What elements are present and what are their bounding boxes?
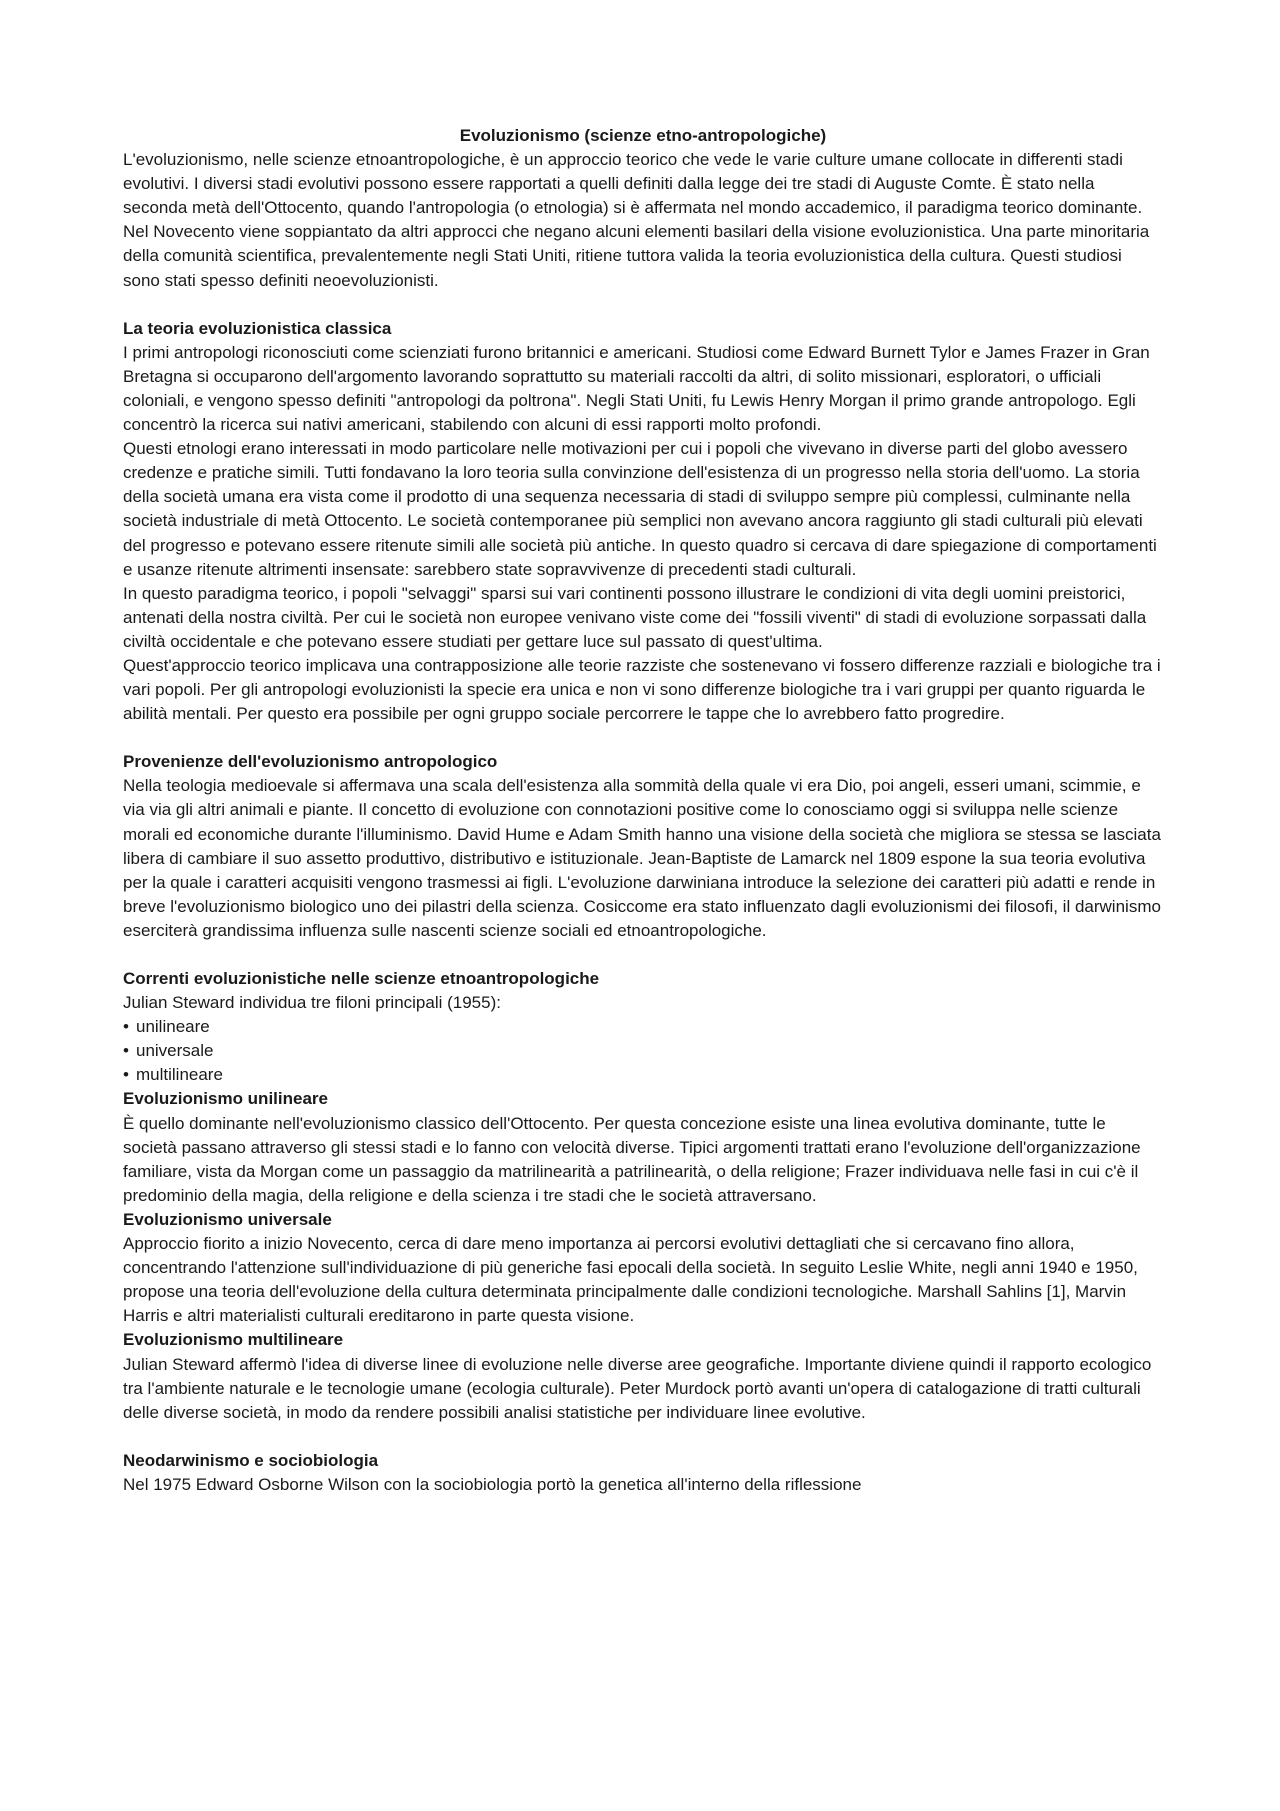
document-title: Evoluzionismo (scienze etno-antropologiche) <box>459 126 827 145</box>
section-gap <box>123 943 1163 967</box>
subheading-universale: Evoluzionismo universale <box>123 1209 332 1229</box>
list-item <box>123 1015 1163 1039</box>
paragraph: Approccio fiorito a inizio Novecento, cerca di dare meno importanza ai percorsi evolutivi dettagliati che si cercavano fino allora, concentrando l'attenzione sull'individuazione di più generiche fasi epocali della società. In seguito Leslie White, negli anni 1940 e 1950, propose una teoria dell'evoluzione della cultura determinata principalmente dalle condizioni tecnologiche. Marshall Sahlins [1], Marvin Harris e altri materialisti culturali ereditarono in parte questa visione. <box>123 1234 1138 1326</box>
section-gap <box>123 726 1163 750</box>
section-heading-correnti: Correnti evoluzionistiche nelle scienze etnoantropologiche <box>123 969 600 988</box>
list-item-text: unilineare <box>136 1017 210 1037</box>
paragraph: In questo paradigma teorico, i popoli "selvaggi" sparsi sui vari continenti possono illustrare le condizioni di vita degli uomini preistorici, antenati della nostra civiltà. Per cui le società non europee venivano viste come dei "fossili viventi" di stadi di evoluzione sorpassati dalla civiltà occidentale e che potevano essere studiati per gettare luce sul passato di quest'ultima. <box>123 583 1147 651</box>
paragraph: Quest'approccio teorico implicava una contrapposizione alle teorie razziste che sostenevano vi fossero differenze razziali e biologiche tra i vari popoli. Per gli antropologi evoluzionisti la specie era unica e non vi sono differenze biologiche tra i vari gruppi per quanto riguarda le abilità mentali. Per questo era possibile per ogni gruppo sociale percorrere le tappe che lo avrebbero fatto progredire. <box>123 655 1161 724</box>
bullet-marker: • <box>123 1065 129 1085</box>
bullet-marker: • <box>123 1017 129 1037</box>
section-gap <box>123 1425 1163 1449</box>
subheading-unilineare: Evoluzionismo unilineare <box>123 1089 328 1109</box>
list-item <box>123 1063 1163 1087</box>
paragraph: Questi etnologi erano interessati in modo particolare nelle motivazioni per cui i popoli che vivevano in diverse parti del globo avessero credenze e pratiche simili. Tutti fondavano la loro teoria sulla convinzione dell'esistenza di un progresso nella storia dell'uomo. La storia della società umana era vista come il prodotto di una sequenza necessaria di stadi di sviluppo sempre più complessi, culminante nella società industriale di metà Ottocento. Le società contemporanee più semplici non avevano ancora raggiunto gli stadi culturali più elevati del progresso e potevano essere ritenute simili alle società più antiche. In questo quadro si cercava di dare spiegazione di comportamenti e usanze ritenute altrimenti insensate: sarebbero state sopravvivenze di precedenti stadi culturali. <box>123 439 1157 579</box>
list-item <box>123 1039 1163 1063</box>
list-item-text: multilineare <box>136 1065 223 1085</box>
section-heading-neodarwinismo: Neodarwinismo e sociobiologia <box>123 1450 379 1470</box>
paragraph: Julian Steward affermò l'idea di diverse linee di evoluzione nelle diverse aree geografiche. Importante diviene quindi il rapporto ecologico tra l'ambiente naturale e le tecnologie umane (ecologia culturale). Peter Murdock portò avanti un'opera di catalogazione di tratti culturali delle diverse società, in modo da rendere possibili analisi statistiche per individuare linee evolutive. <box>123 1354 1152 1422</box>
section-heading-provenienze: Provenienze dell'evoluzionismo antropologico <box>123 752 498 772</box>
paragraph: Nel 1975 Edward Osborne Wilson con la sociobiologia portò la genetica all'interno della riflessione <box>123 1474 862 1494</box>
section-heading-classica: La teoria evoluzionistica classica <box>123 318 392 338</box>
paragraph: Julian Steward individua tre filoni principali (1955): <box>123 993 501 1013</box>
list-item-text: universale <box>136 1041 214 1061</box>
paragraph: È quello dominante nell'evoluzionismo classico dell'Ottocento. Per questa concezione esiste una linea evolutiva dominante, tutte le società passano attraverso gli stessi stadi e lo fanno con velocità diverse. Tipici argomenti trattati erano l'evoluzione dell'organizzazione familiare, vista da Morgan come un passaggio da matrilinearità a patrilinearità, o della religione; Frazer individuava nelle fasi in cui c'è il predominio della magia, della religione e della scienza i tre stadi che le società attraversano. <box>123 1113 1141 1205</box>
intro-paragraph: L'evoluzionismo, nelle scienze etnoantropologiche, è un approccio teorico che vede le varie culture umane collocate in differenti stadi evolutivi. I diversi stadi evolutivi possono essere rapportati a quelli definiti dalla legge dei tre stadi di Auguste Comte. È stato nella seconda metà dell'Ottocento, quando l'antropologia (o etnologia) si è affermata nel mondo accademico, il paradigma teorico dominante. Nel Novecento viene soppiantato da altri approcci che negano alcuni elementi basilari della visione evoluzionistica. Una parte minoritaria della comunità scientifica, prevalentemente negli Stati Uniti, ritiene tuttora valida la teoria evoluzionistica della cultura. Questi studiosi sono stati spesso definiti neoevoluzionisti. <box>123 150 1150 290</box>
paragraph: I primi antropologi riconosciuti come scienziati furono britannici e americani. Studiosi come Edward Burnett Tylor e James Frazer in Gran Bretagna si occuparono dell'argomento lavorando soprattutto su materiali raccolti da altri, di solito missionari, esploratori, o ufficiali coloniali, e vengono spesso definiti "antropologi da poltrona". Negli Stati Uniti, fu Lewis Henry Morgan il primo grande antropologo. Egli concentrò la ricerca sui nativi americani, stabilendo con alcuni di essi rapporti molto profondi. <box>123 342 1150 435</box>
paragraph: Nella teologia medioevale si affermava una scala dell'esistenza alla sommità della quale vi era Dio, poi angeli, esseri umani, scimmie, e via via gli altri animali e piante. Il concetto di evoluzione con connotazioni positive come lo conosciamo oggi si sviluppa nelle scienze morali ed economiche durante l'illuminismo. David Hume e Adam Smith hanno una visione della società che migliora se stessa se lasciata libera di cambiare il suo assetto produttivo, distributivo e istituzionale. Jean-Baptiste de Lamarck nel 1809 espone la sua teoria evolutiva per la quale i caratteri acquisiti vengono trasmessi ai figli. L'evoluzione darwiniana introduce la selezione dei caratteri più adatti e rende in breve l'evoluzionismo biologico uno dei pilastri della scienza. Cosiccome era stato influenzato dagli evoluzionismi dei filosofi, il darwinismo eserciterà grandissima influenza sulle nascenti scienze sociali ed etnoantropologiche. <box>123 776 1161 940</box>
subheading-multilineare: Evoluzionismo multilineare <box>123 1330 344 1350</box>
document-page <box>123 124 1163 1497</box>
section-gap <box>123 293 1163 317</box>
bullet-marker: • <box>123 1041 129 1061</box>
